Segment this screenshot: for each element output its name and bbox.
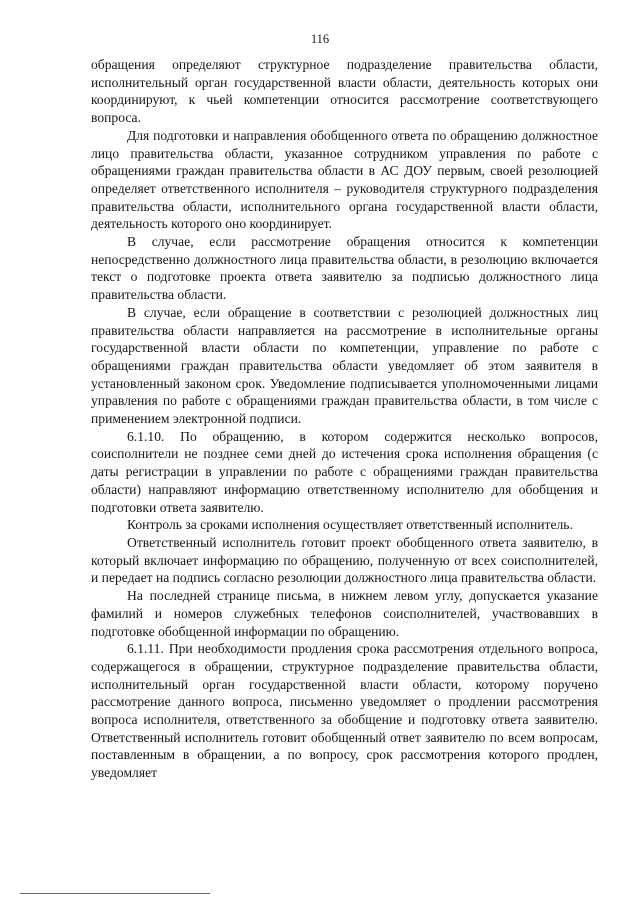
paragraph-continuation: обращения определяют структурное подразделение правительства области, исполнительный орган государственной власти области, деятельность которых они координируют, к чьей компетенции относится рассмотрение соответствующего вопроса. <box>91 57 598 126</box>
paragraph-draft-answer: Ответственный исполнитель готовит проект обобщенного ответа заявителю, в который включает информацию по обращению, полученную от всех соисполнителей, и передает на подпись согласно резолюции должностного лица правительства области. <box>91 534 598 586</box>
footnote-divider <box>20 893 210 894</box>
paragraph-deadline-control: Контроль за сроками исполнения осуществляет ответственный исполнитель. <box>127 517 573 533</box>
paragraph-6-1-10: 6.1.10. По обращению, в котором содержится несколько вопросов, соисполнители не позднее семи дней до истечения срока исполнения обращения (с даты регистрации в управлении по работе с обращениями граждан правительства области) направляют информацию ответственному исполнителю для обобщения и подготовки ответа заявителю. <box>91 428 598 515</box>
paragraph-last-page-note: На последней странице письма, в нижнем левом углу, допускается указание фамилий и номеров служебных телефонов соисполнителей, участвовавших в подготовке обобщенной информации по обращению. <box>91 588 598 639</box>
paragraph-referral-notice: В случае, если обращение в соответствии с резолюцией должностных лиц правительства области направляется на рассмотрение в исполнительные органы государственной власти области по компетенции, управление по работе с обращениями граждан правительства области уведомляет об этом заявителя в установленный законом срок. Уведомление подписывается уполномоченными лицами управления по работе с обращениями граждан правительства области, в том числе с применением электронной подписи. <box>91 304 598 427</box>
body-text <box>91 56 598 782</box>
paragraph-official-competence: В случае, если рассмотрение обращения относится к компетенции непосредственно должностного лица правительства области, в резолюцию включается текст о подготовке проекта ответа заявителю за подписью должностного лица правительства области. <box>91 234 598 303</box>
paragraph-6-1-11: 6.1.11. При необходимости продления срока рассмотрения отдельного вопроса, содержащегося в обращении, структурное подразделение правительства области, исполнительный орган государственной власти области, которому поручено рассмотрение данного вопроса, письменно уведомляет о продлении рассмотрения вопроса исполнителя, ответственного за обобщение и подготовку ответа заявителю. Ответственный исполнитель готовит обобщенный ответ заявителю по всем вопросам, поставленным в обращении, а по вопросу, срок рассмотрения которого продлен, уведомляет <box>91 641 598 781</box>
paragraph-responsible-executor: Для подготовки и направления обобщенного ответа по обращению должностное лицо правительства области, указанное сотрудником управления по работе с обращениями граждан правительства области в АС ДОУ первым, своей резолюцией определяет ответственного исполнителя – руководителя структурного подразделения правительства области, исполнительного органа государственной власти области, деятельность которого оно координирует. <box>91 127 598 232</box>
page-number: 116 <box>310 32 330 46</box>
